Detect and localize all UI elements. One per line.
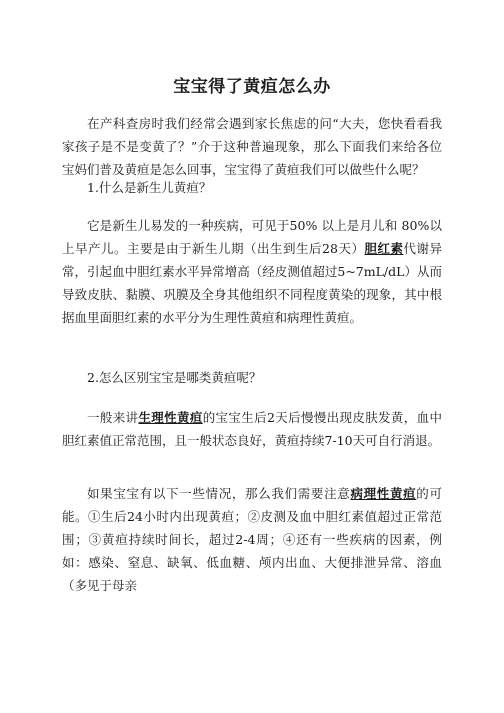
- paragraph-run: 在产科查房时我们经常会遇到家长焦虑的问“大夫，您快看看我家孩子是不是变黄了？”介于这种普遍现象，那么下面我们来给各位宝妈们普及黄疸是怎么回事，宝宝得了黄疸我们可以做些什么呢？: [62, 116, 442, 177]
- paragraph-run: 如果宝宝有以下一些情况，那么我们需要注意: [87, 486, 351, 501]
- paragraph-run: 2.怎么区别宝宝是哪类黄疸呢？: [87, 370, 262, 385]
- paragraph-answer-1: [62, 214, 442, 329]
- paragraph-run: 一般来讲: [87, 410, 139, 425]
- heading-question-1: [62, 176, 442, 199]
- paragraph-intro: [62, 112, 442, 181]
- paragraph-run: 代谢异常，引起血中胆红素水平异常增高（经皮测值超过5~7mL/dL）从而导致皮肤、黏膜、巩膜及全身其他组织不同程度黄染的现象，其中根据血里面胆红素的水平分为生理性黄疸和病理性黄疸。: [62, 241, 442, 325]
- paragraph-run: 1.什么是新生儿黄疸？: [87, 180, 212, 195]
- document-title: 宝宝得了黄疸怎么办: [173, 77, 331, 97]
- paragraph-run: 的宝宝生后2天后慢慢出现皮肤发黄，血中胆红素值正常范围，且一般状态良好，黄疸持续7-10天可自行消退。: [62, 410, 442, 448]
- paragraph-answer-3: [62, 482, 442, 597]
- paragraph-run: 的可能。①生后24小时内出现黄疸；②皮测及血中胆红素值超过正常范围；③黄疸持续时间长，超过2-4周；④还有一些疾病的因素，例如：感染、窒息、缺氧、低血糖、颅内出血、大便排泄异常、溶血（多见于母亲: [62, 486, 442, 593]
- physiological-jaundice-term: 生理性黄疸: [138, 410, 203, 425]
- bilirubin-term: 胆红素: [364, 241, 404, 256]
- heading-question-2: [62, 366, 442, 389]
- paragraph-run: 它是新生儿易发的一种疾病，可见于50% 以上是月儿和 80%以上早产儿。主要是由于新生儿期（出生到生后28天）: [62, 218, 442, 256]
- pathological-jaundice-term: 病理性黄疸: [350, 486, 417, 501]
- paragraph-answer-2: [62, 406, 442, 452]
